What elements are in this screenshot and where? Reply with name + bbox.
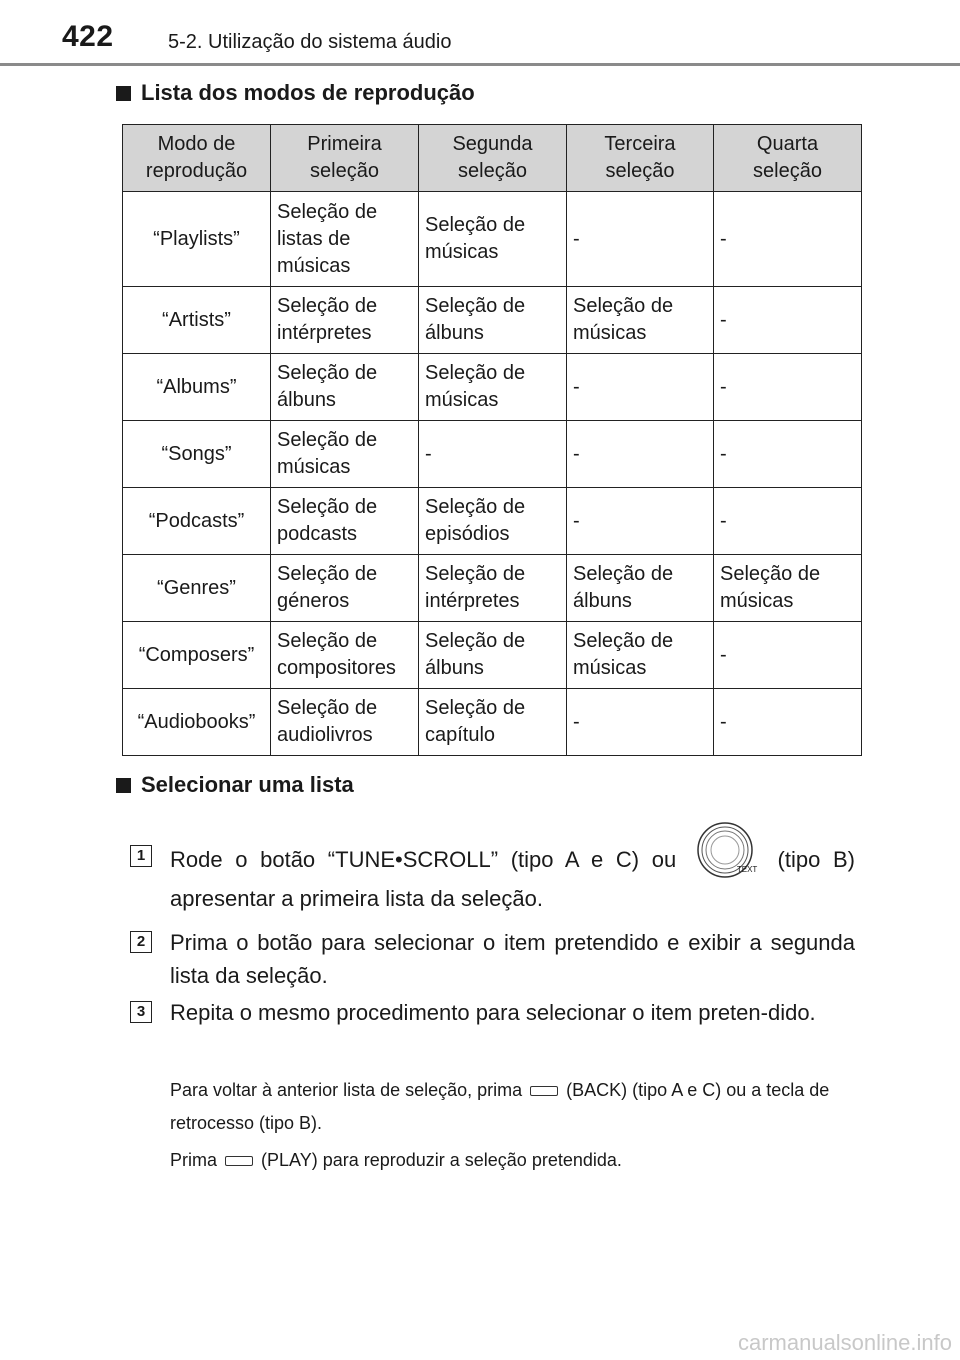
column-header-mode: Modo de reprodução <box>123 125 271 192</box>
table-cell: Seleção de intérpretes <box>271 287 419 354</box>
table-row <box>123 689 862 756</box>
table-cell: Seleção de listas de músicas <box>271 192 419 287</box>
step-2-text: Prima o botão para selecionar o item pretendido e exibir a segunda lista da seleção. <box>170 930 855 988</box>
table-cell: - <box>714 354 862 421</box>
tune-knob-icon <box>697 822 757 882</box>
step-number: 1 <box>130 845 152 867</box>
table-cell: “Audiobooks” <box>123 689 271 756</box>
table-cell: “Songs” <box>123 421 271 488</box>
table-cell: Seleção de músicas <box>419 354 567 421</box>
table-cell: “Albums” <box>123 354 271 421</box>
table-row <box>123 354 862 421</box>
column-header-first: Primeira seleção <box>271 125 419 192</box>
table-cell: Seleção de capítulo <box>419 689 567 756</box>
table-cell: - <box>567 689 714 756</box>
square-bullet-icon <box>116 86 131 101</box>
table-cell: Seleção de álbuns <box>271 354 419 421</box>
table-cell: Seleção de intérpretes <box>419 555 567 622</box>
table-cell: - <box>714 622 862 689</box>
table-cell: “Composers” <box>123 622 271 689</box>
table-row <box>123 421 862 488</box>
table-cell: “Artists” <box>123 287 271 354</box>
note-play <box>170 1144 860 1177</box>
section-title: 5-2. Utilização do sistema áudio <box>168 31 452 53</box>
step-3-text: Repita o mesmo procedimento para selecionar o item preten-dido. <box>170 1000 816 1025</box>
table-row <box>123 192 862 287</box>
step-1-text-after: (tipo B) apresentar a primeira lista da seleção. <box>170 846 855 911</box>
table-cell: “Genres” <box>123 555 271 622</box>
select-heading <box>116 772 354 798</box>
table-cell: Seleção de músicas <box>714 555 862 622</box>
step-number: 2 <box>130 931 152 953</box>
table-cell: - <box>567 354 714 421</box>
table-row <box>123 488 862 555</box>
table-cell: - <box>714 488 862 555</box>
play-key-icon <box>225 1156 253 1166</box>
table-cell: - <box>714 689 862 756</box>
square-bullet-icon <box>116 778 131 793</box>
note-back-before: Para voltar à anterior lista de seleção, prima <box>170 1080 523 1100</box>
table-cell: Seleção de audiolivros <box>271 689 419 756</box>
table-cell: “Playlists” <box>123 192 271 287</box>
note-back-after: (BACK) (tipo A e C) ou a tecla de retrocesso (tipo B). <box>170 1080 830 1133</box>
table-cell: - <box>567 421 714 488</box>
table-cell: Seleção de álbuns <box>419 287 567 354</box>
table-row <box>123 287 862 354</box>
table-cell: - <box>714 421 862 488</box>
step-1-text-before: Rode o botão “TUNE•SCROLL” (tipo A e C) ou <box>170 846 677 872</box>
step-3 <box>130 996 855 1029</box>
table-cell: - <box>567 192 714 287</box>
table-cell: Seleção de compositores <box>271 622 419 689</box>
table-cell: - <box>567 488 714 555</box>
table-cell: Seleção de músicas <box>271 421 419 488</box>
table-cell: - <box>714 287 862 354</box>
table-cell: Seleção de álbuns <box>567 555 714 622</box>
step-2 <box>130 926 855 992</box>
watermark: carmanualsonline.info <box>737 1330 952 1355</box>
step-1 <box>130 840 855 915</box>
table-cell: Seleção de músicas <box>419 192 567 287</box>
table-row <box>123 622 862 689</box>
table-cell: - <box>419 421 567 488</box>
step-number: 3 <box>130 1001 152 1023</box>
back-key-icon <box>530 1086 558 1096</box>
table-row <box>123 555 862 622</box>
table-cell: Seleção de álbuns <box>419 622 567 689</box>
table-cell: Seleção de músicas <box>567 622 714 689</box>
table-header-row <box>123 125 862 192</box>
column-header-fourth: Quarta seleção <box>714 125 862 192</box>
knob-label: TEXT <box>736 865 758 874</box>
table-cell: - <box>714 192 862 287</box>
table-cell: Seleção de músicas <box>567 287 714 354</box>
note-play-before: Prima <box>170 1150 218 1170</box>
note-back <box>170 1074 860 1140</box>
table-cell: Seleção de episódios <box>419 488 567 555</box>
note-play-after: (PLAY) para reproduzir a seleção pretendida. <box>261 1150 622 1170</box>
list-heading-text: Lista dos modos de reprodução <box>141 80 475 105</box>
table-cell: Seleção de géneros <box>271 555 419 622</box>
column-header-third: Terceira seleção <box>567 125 714 192</box>
select-heading-text: Selecionar uma lista <box>141 772 354 797</box>
table-cell: “Podcasts” <box>123 488 271 555</box>
table-cell: Seleção de podcasts <box>271 488 419 555</box>
page-number: 422 <box>62 20 114 53</box>
playback-modes-table <box>122 124 862 756</box>
page-header <box>0 0 960 66</box>
column-header-second: Segunda seleção <box>419 125 567 192</box>
list-heading <box>116 80 475 106</box>
